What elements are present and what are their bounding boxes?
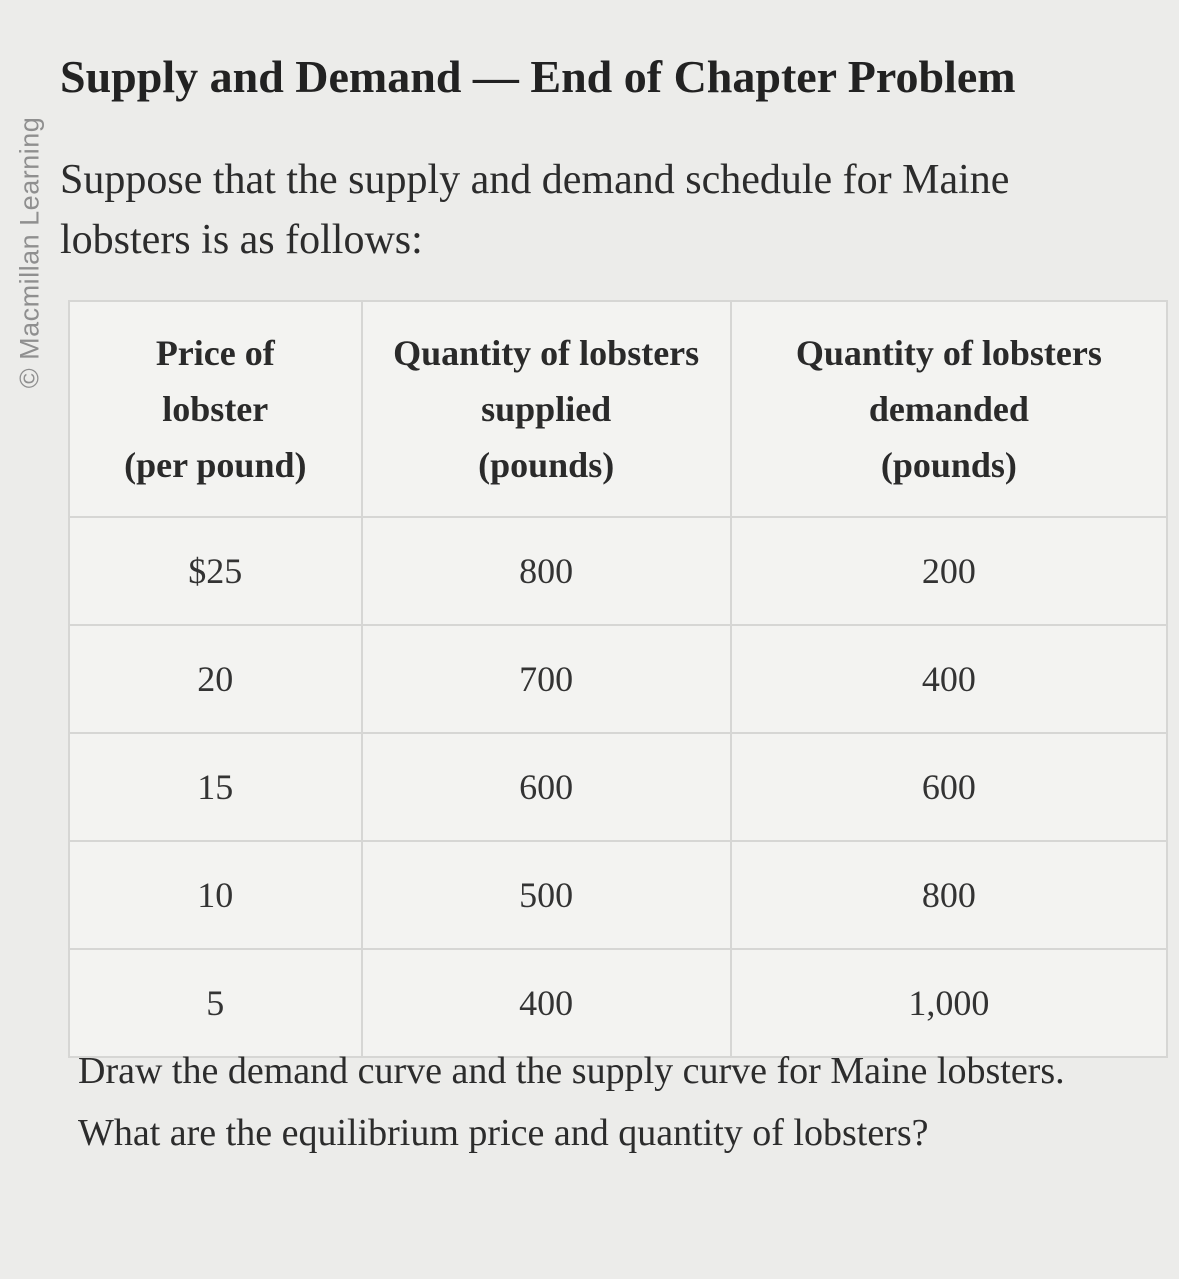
table-row — [69, 517, 1167, 625]
price-cell: 20 — [69, 625, 362, 733]
price-cell: 10 — [69, 841, 362, 949]
demanded-cell: 1,000 — [731, 949, 1167, 1057]
header-quantity-demanded: Quantity of lobsters demanded (pounds) — [731, 301, 1167, 517]
header-quantity-supplied: Quantity of lobsters supplied (pounds) — [362, 301, 731, 517]
supplied-cell: 700 — [362, 625, 731, 733]
table-header-row — [69, 301, 1167, 517]
problem-title: Supply and Demand — End of Chapter Problem — [60, 51, 1016, 102]
problem-question: Draw the demand curve and the supply curve for Maine lobsters. What are the equilibrium price and quantity of lobsters? — [78, 1050, 1065, 1154]
price-cell: 5 — [69, 949, 362, 1057]
demanded-cell: 200 — [731, 517, 1167, 625]
watermark-text: © Macmillan Learning — [14, 116, 45, 388]
table-row — [69, 625, 1167, 733]
header-price: Price of lobster (per pound) — [69, 301, 362, 517]
price-cell: $25 — [69, 517, 362, 625]
price-cell: 15 — [69, 733, 362, 841]
supplied-cell: 800 — [362, 517, 731, 625]
supplied-cell: 400 — [362, 949, 731, 1057]
supplied-cell: 600 — [362, 733, 731, 841]
demanded-cell: 600 — [731, 733, 1167, 841]
demanded-cell: 800 — [731, 841, 1167, 949]
table-row — [69, 733, 1167, 841]
supplied-cell: 500 — [362, 841, 731, 949]
supply-demand-schedule-table — [68, 300, 1168, 1058]
copyright-watermark — [10, 72, 50, 432]
problem-intro: Suppose that the supply and demand schedule for Maine lobsters is as follows: — [60, 157, 1010, 263]
demanded-cell: 400 — [731, 625, 1167, 733]
table-row — [69, 841, 1167, 949]
